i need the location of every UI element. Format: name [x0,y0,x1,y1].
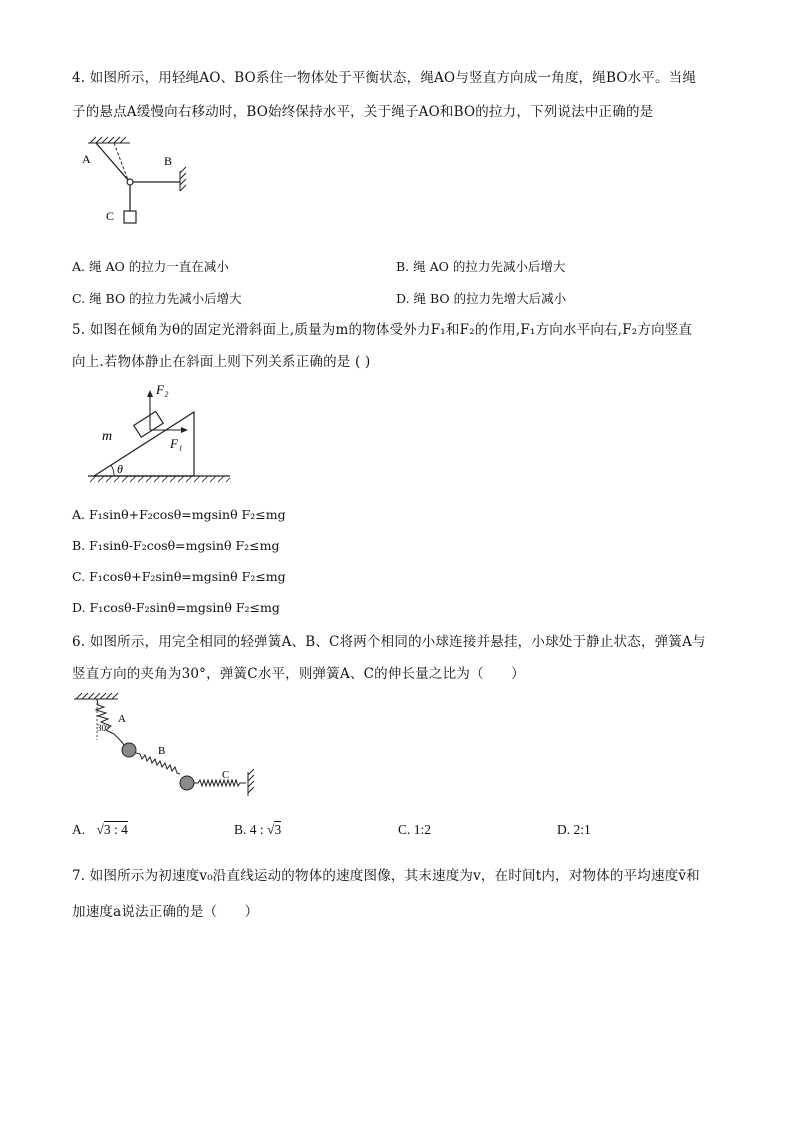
wall-hatch [248,769,254,796]
label-a: A [82,152,91,166]
wall-hatch [180,167,186,191]
q6-option-d: D. 2:1 [557,822,591,837]
rope-ao-dashed [114,143,128,180]
ball-1 [122,743,136,757]
q6-option-b [234,822,281,838]
q5-option-d: D. F₁cosθ-F₂sinθ=mgsinθ F₂≤mg [72,600,280,615]
q5-option-b: B. F₁sinθ-F₂cosθ=mgsinθ F₂≤mg [72,538,280,553]
q5-stem-line-2: 向上.若物体静止在斜面上则下列关系正确的是 ( ) [72,354,371,370]
q6-option-b-tail: 3 [274,822,282,837]
q6-option-b-prefix: B. 4 : [234,822,264,837]
q5-option-a: A. F₁sinθ+F₂cosθ=mgsinθ F₂≤mg [72,507,286,522]
q6-option-a-prefix: A. [72,822,86,837]
sqrt-sign: √ [267,822,275,837]
label-m: m [102,429,113,444]
q5-option-c: C. F₁cosθ+F₂sinθ=mgsinθ F₂≤mg [72,569,286,584]
knot-o [127,179,133,185]
ceiling-hatch [74,693,118,699]
ground-hatch [90,476,230,482]
q6-stem-line-2: 竖直方向的夹角为30°，弹簧C水平，则弹簧A、C的伸长量之比为（ ） [72,666,525,682]
angle-arc [111,465,114,476]
label-angle: 30° [97,723,110,733]
q6-stem-line-1: 6. 如图所示，用完全相同的轻弹簧A、B、C将两个相同的小球连接并悬挂，小球处于静止状态，弹簧A与 [72,634,706,650]
label-c: C [106,209,115,223]
q4-option-c: C. 绳 BO 的拉力先减小后增大 [72,291,242,306]
label-b: B [158,745,166,757]
q6-option-a-tail: 3 : 4 [103,822,128,837]
q4-option-d: D. 绳 BO 的拉力先增大后减小 [396,291,567,306]
label-a: A [118,713,126,725]
label-f2: F₂ [156,382,169,397]
ceiling-hatch [88,137,130,143]
ball-2 [180,776,194,790]
q4-figure [70,135,200,235]
arrow-f2-head [147,390,153,397]
label-b: B [164,154,173,168]
label-f1: F₁ [170,436,183,451]
q4-option-b: B. 绳 AO 的拉力先减小后增大 [396,259,566,274]
spring-c [194,780,246,786]
label-theta: θ [117,462,123,476]
q4-stem-line-2: 子的悬点A缓慢向右移动时，BO始终保持水平，关于绳子AO和BO的拉力，下列说法中正确的是 [72,104,654,120]
q4-option-a: A. 绳 AO 的拉力一直在减小 [72,259,229,274]
q6-option-a [72,822,128,838]
q6-option-c: C. 1:2 [398,822,432,837]
q5-figure [80,378,240,490]
block-m [134,411,163,437]
label-c: C [222,769,230,781]
q4-stem-line-1: 4. 如图所示，用轻绳AO、BO系住一物体处于平衡状态，绳AO与竖直方向成一角度，绳BO水平。当绳 [72,70,697,86]
weight-c [124,211,136,223]
rope-ao [96,143,128,180]
sqrt-sign: √ [96,822,104,837]
q7-stem-line-2: 加速度a说法正确的是（ ） [72,904,259,920]
q7-stem-line-1: 7. 如图所示为初速度v₀沿直线运动的物体的速度图像，其末速度为v，在时间t内，对物体的平均速度v̄和 [72,868,700,884]
arrow-f1-head [181,427,188,433]
q5-stem-line-1: 5. 如图在倾角为θ的固定光滑斜面上,质量为m的物体受外力F₁和F₂的作用,F₁方向水平向右,F₂方向竖直 [72,322,693,338]
q6-figure [68,690,268,800]
